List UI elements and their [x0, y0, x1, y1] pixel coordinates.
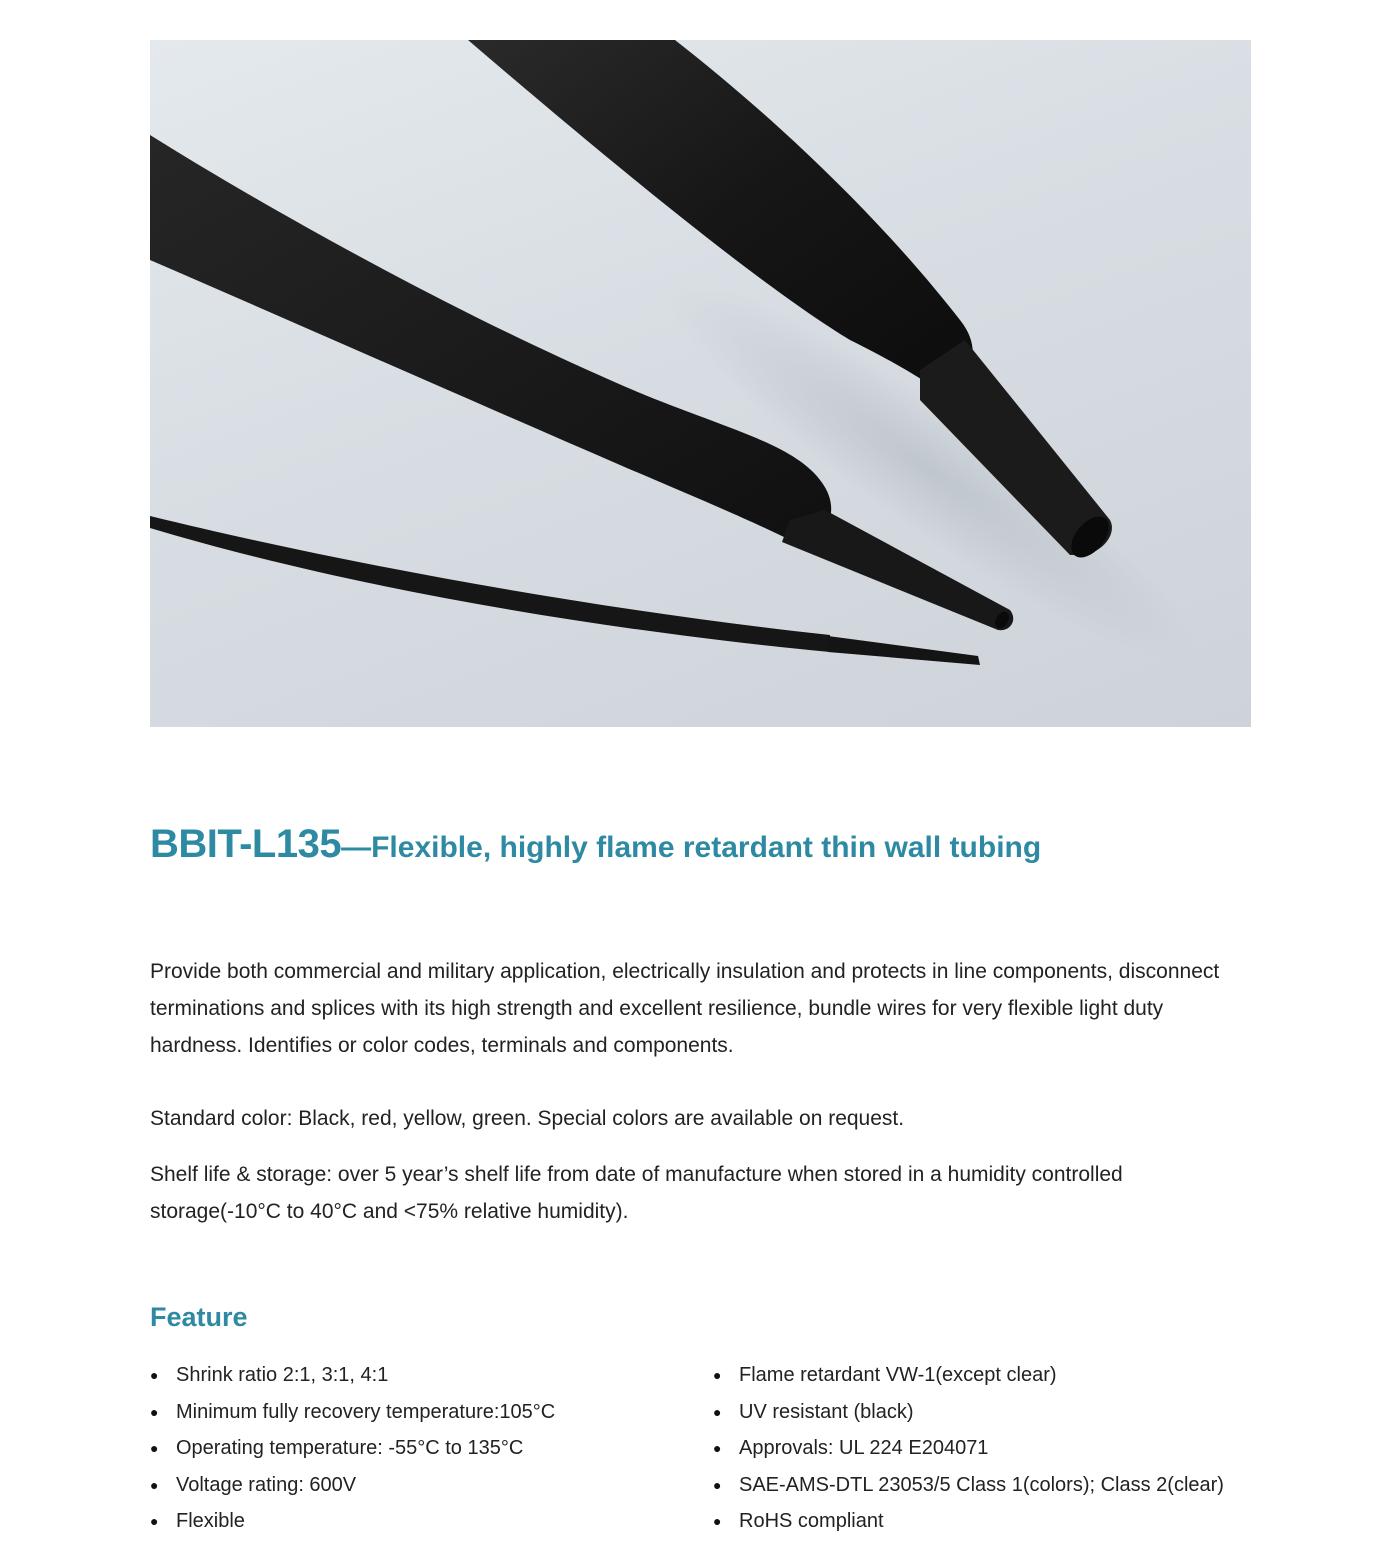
product-title [150, 822, 1041, 867]
product-hero-image [150, 40, 1251, 727]
list-item [713, 1394, 1224, 1431]
feature-text: SAE-AMS-DTL 23053/5 Class 1(colors); Class 2(clear) [739, 1473, 1224, 1496]
bullet-icon: ● [150, 1476, 159, 1493]
standard-color-text: Standard color: Black, red, yellow, green. Special colors are available on request. [150, 1107, 905, 1130]
feature-text: Shrink ratio 2:1, 3:1, 4:1 [176, 1364, 389, 1386]
product-subtitle: Flexible, highly flame retardant thin wall tubing [371, 831, 1042, 864]
bullet-icon: ● [150, 1403, 159, 1420]
bullet-icon: ● [713, 1440, 722, 1456]
title-separator: — [341, 831, 372, 864]
bullet-icon: ● [150, 1440, 159, 1456]
feature-heading: Feature [150, 1302, 248, 1332]
feature-list-right [713, 1357, 1224, 1540]
bullet-icon: ● [150, 1513, 159, 1529]
bullet-icon: ● [713, 1403, 722, 1420]
feature-list-left [150, 1357, 555, 1540]
list-item [150, 1503, 555, 1540]
list-item [150, 1394, 555, 1431]
bullet-icon: ● [713, 1367, 722, 1383]
list-item [150, 1430, 555, 1467]
feature-text: Flame retardant VW-1(except clear) [739, 1364, 1057, 1386]
feature-text: Flexible [176, 1510, 245, 1532]
bullet-icon: ● [713, 1476, 722, 1493]
feature-text: Minimum fully recovery temperature:105°C [176, 1400, 556, 1423]
feature-text: UV resistant (black) [739, 1400, 914, 1423]
feature-text: Approvals: UL 224 E204071 [739, 1437, 989, 1459]
list-item [150, 1357, 555, 1394]
shelf-life-text: Shelf life & storage: over 5 year’s shelf life from date of manufacture when stored in a humidity controlled storage(-10°C to 40°C and <75% relative humidity). [150, 1163, 1123, 1223]
product-code: BBIT-L135 [150, 822, 342, 866]
bullet-icon: ● [150, 1367, 159, 1383]
feature-text: Operating temperature: -55°C to 135°C [176, 1437, 524, 1459]
list-item [713, 1503, 1224, 1540]
heat-shrink-tubing-illustration [150, 40, 1251, 727]
list-item [713, 1357, 1224, 1394]
list-item [713, 1430, 1224, 1467]
feature-text: Voltage rating: 600V [176, 1473, 357, 1496]
list-item [713, 1467, 1224, 1504]
feature-text: RoHS compliant [739, 1510, 884, 1532]
bullet-icon: ● [713, 1513, 722, 1529]
list-item [150, 1467, 555, 1504]
product-description: Provide both commercial and military application, electrically insulation and protects in line components, disconnect terminations and splices with its high strength and excellent resilience, bundle wires for very flexible light duty hardness. Identifies or color codes, terminals and components. [150, 960, 1220, 1057]
